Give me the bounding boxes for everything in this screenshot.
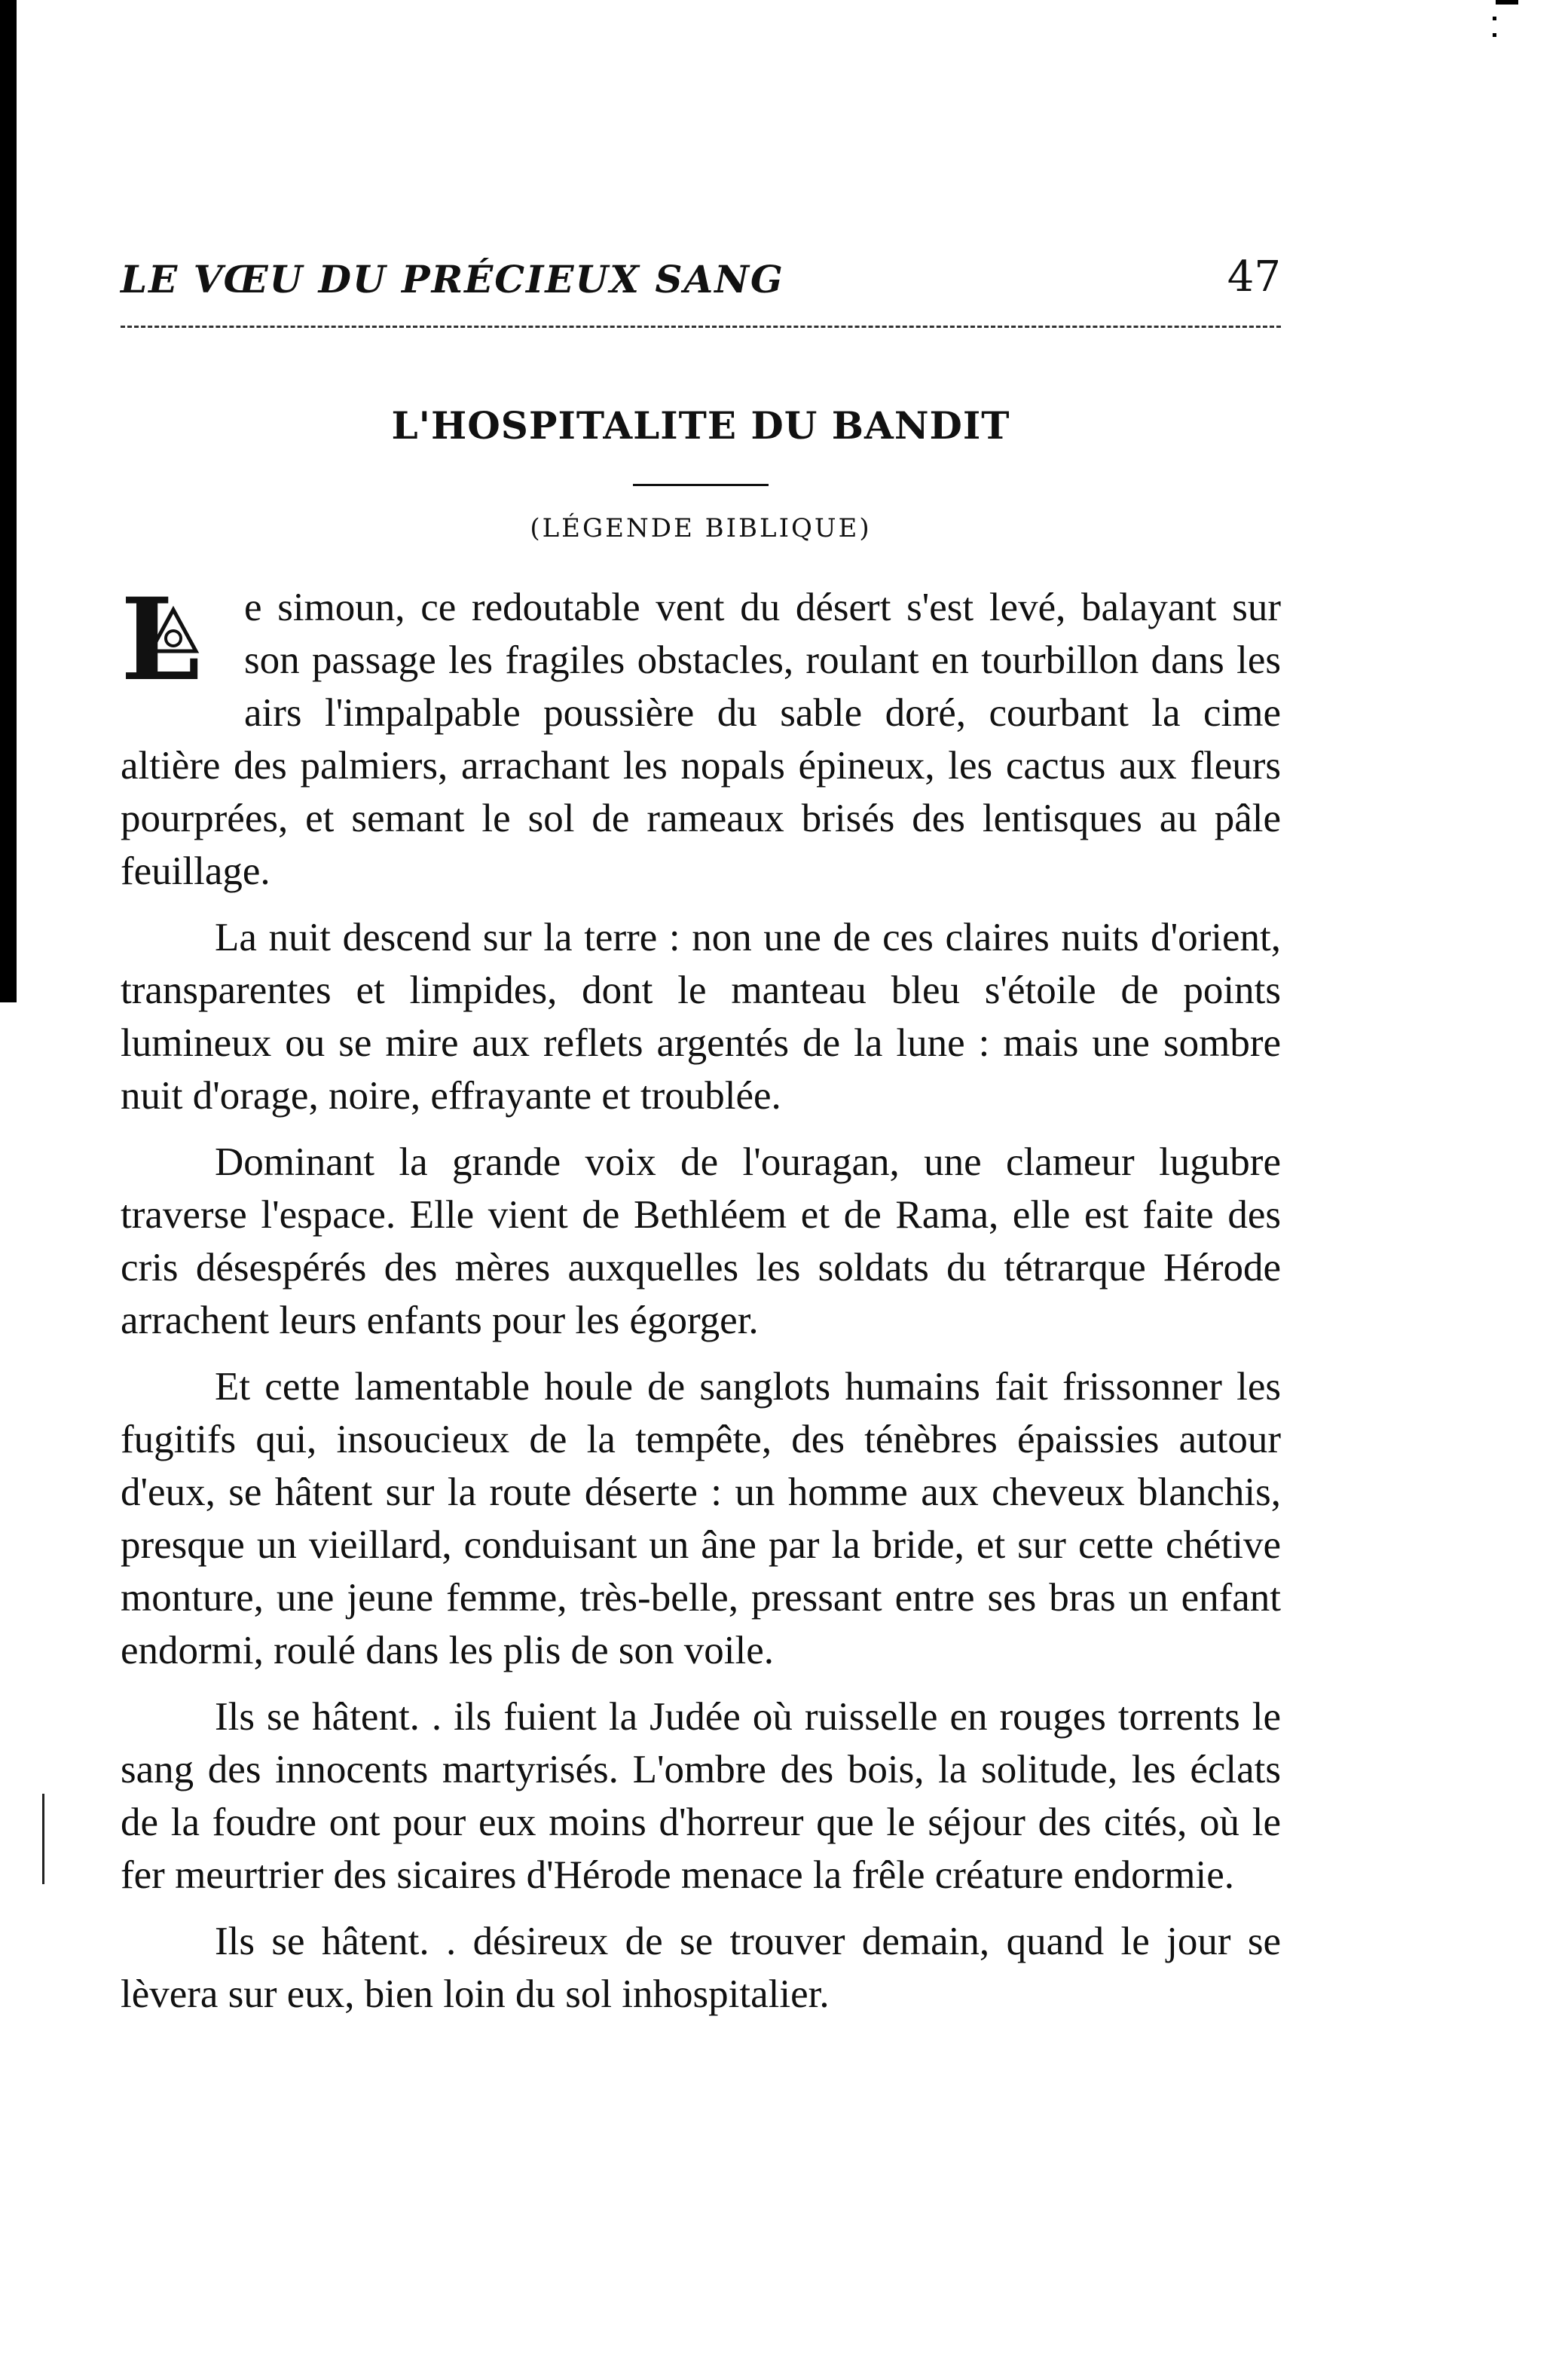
paragraph-6: Ils se hâtent. . désireux de se trouver demain, quand le jour se lèvera sur eux, bien loin du sol inhospitalier. — [121, 1920, 1281, 2016]
dropcap-ornament-icon — [147, 602, 200, 655]
running-title: LE VŒU DU PRÉCIEUX SANG — [121, 257, 784, 301]
chapter-title: L'HOSPITALITE DU BANDIT — [391, 403, 1010, 448]
title-rule — [633, 484, 769, 486]
scan-edge-mark — [42, 1794, 44, 1884]
running-header — [121, 249, 1281, 301]
paragraph-1-text: e simoun, ce redoutable vent du désert s'est levé, balayant sur son passage les fragiles obstacles, roulant en tourbillon dans les airs l'impalpable poussière du sable doré, courbant la cime altière des palmiers, arrachant les nopals épineux, les cactus aux fleurs pourprées, et semant le sol de rameaux brisés des lentisques au pâle feuillage. — [121, 586, 1281, 893]
book-page — [121, 249, 1281, 2034]
scan-edge-shadow — [0, 0, 17, 1002]
body-text — [121, 574, 1281, 2021]
scan-corner-mark — [1493, 0, 1523, 45]
chapter-subtitle: (LÉGENDE BIBLIQUE) — [530, 513, 872, 543]
paragraph-5: Ils se hâtent. . ils fuient la Judée où ruisselle en rouges torrents le sang des innocents martyrisés. L'ombre des bois, la solitude, les éclats de la foudre ont pour eux moins d'horreur que le séjour des cités, où le fer meurtrier des sicaires d'Hérode menace la frêle créature endormie. — [121, 1695, 1281, 1897]
paragraph-2: La nuit descend sur la terre : non une de ces claires nuits d'orient, transparentes et limpides, dont le manteau bleu s'étoile de points lumineux ou se mire aux reflets argentés de la lune : mais une sombre nuit d'orage, noire, effrayante et troublée. — [121, 916, 1281, 1118]
paragraph-4: Et cette lamentable houle de sanglots humains fait frissonner les fugitifs qui, insoucieux de la tempête, des ténèbres épaissies autour d'eux, se hâtent sur la route déserte : un homme aux cheveux blanchis, presque un vieillard, conduisant un âne par la bride, et sur cette chétive monture, une jeune femme, très-belle, pressant entre ses bras un enfant endormi, roulé dans les plis de son voile. — [121, 1365, 1281, 1672]
paragraph-3: Dominant la grande voix de l'ouragan, une clameur lugubre traverse l'espace. Elle vient de Bethléem et de Rama, elle est faite des cris désespérés des mères auxquelles les soldats du tétrarque Hérode arrachent leurs enfants pour les égorger. — [121, 1140, 1281, 1342]
dropcap-letter: L — [121, 574, 200, 706]
header-rule — [121, 326, 1281, 328]
page-number: 47 — [1227, 252, 1281, 301]
paragraph-1 — [121, 574, 1281, 898]
dropcap — [121, 574, 234, 706]
